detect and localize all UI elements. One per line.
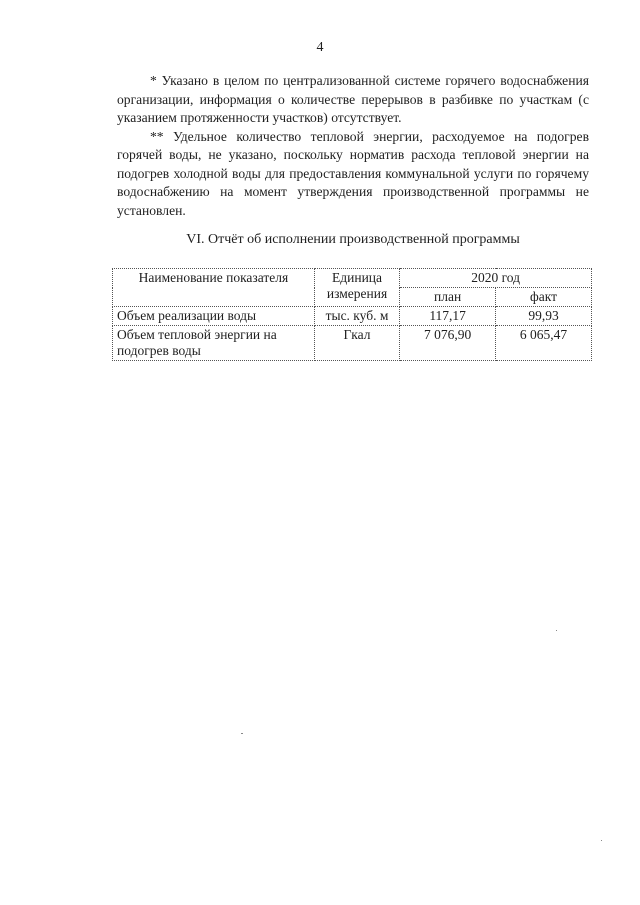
- footnote-1: * Указано в целом по централизованной системе горячего водоснабжения организации, информация о количестве перерывов в разбивке по участкам (с указанием протяженности участков) отсутствует.: [117, 73, 589, 125]
- footnotes: [117, 72, 589, 220]
- table-row: [113, 326, 592, 361]
- scan-speck: [556, 630, 557, 631]
- report-table: [112, 268, 592, 361]
- row-unit: тыс. куб. м: [314, 307, 399, 326]
- footnote-2: ** Удельное количество тепловой энергии, расходуемое на подогрев горячей воды, не указано, поскольку норматив расхода тепловой энергии на подогрев холодной воды для предоставления коммунальной услуги по горячему водоснабжению на момент утверждения производственной программы не установлен.: [117, 128, 589, 218]
- header-plan: план: [400, 288, 496, 307]
- table-header-row: [113, 269, 592, 288]
- row-fact: 99,93: [496, 307, 592, 326]
- header-name: Наименование показателя: [113, 269, 315, 307]
- header-year: 2020 год: [400, 269, 592, 288]
- scan-speck: [241, 733, 243, 734]
- row-fact: 6 065,47: [496, 326, 592, 361]
- header-fact: факт: [496, 288, 592, 307]
- section-title: VI. Отчёт об исполнении производственной программы: [186, 232, 520, 247]
- row-name: Объем реализации воды: [113, 307, 315, 326]
- row-name: Объем тепловой энергии на подогрев воды: [113, 326, 315, 361]
- scan-speck: [601, 840, 602, 841]
- table-row: [113, 307, 592, 326]
- row-plan: 117,17: [400, 307, 496, 326]
- page-number: 4: [316, 40, 324, 55]
- row-plan: 7 076,90: [400, 326, 496, 361]
- header-unit: Единица измерения: [314, 269, 399, 307]
- row-unit: Гкал: [314, 326, 399, 361]
